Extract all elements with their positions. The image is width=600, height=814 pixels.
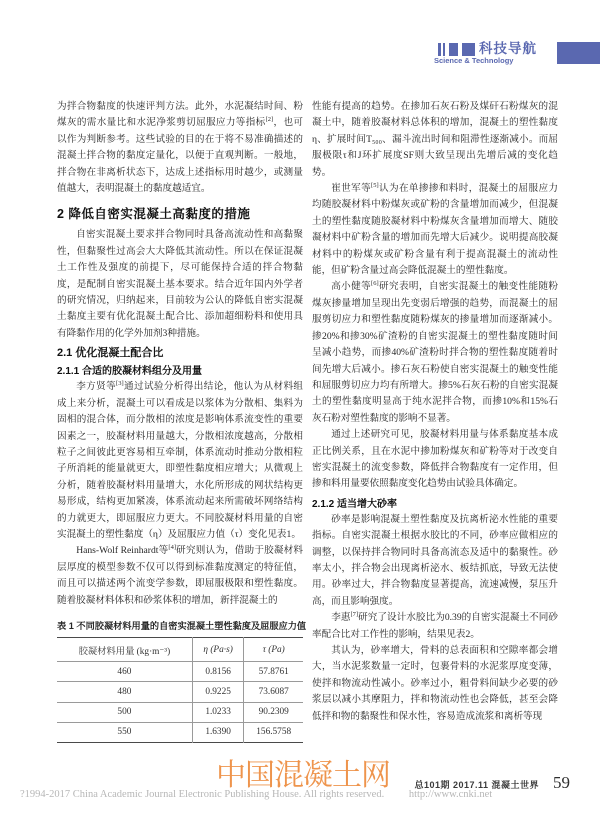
- section-heading-2-1-2: 2.1.2 适当增大砂率: [312, 498, 398, 510]
- banner-title-cn: 科技导航: [479, 41, 537, 56]
- table-cell: 480: [57, 682, 192, 702]
- table-row: [57, 662, 303, 682]
- site-watermark: 中国混凝土网: [216, 759, 390, 792]
- table-cell: 460: [57, 662, 192, 682]
- paragraph: 高小健等[6]研究表明，自密实混凝土的触变性能随粉煤灰掺量增加呈现出先变弱后增强的趋势，而混凝土的屈服剪切应力和塑性黏度随粉煤灰的掺量增加而逐渐减小。掺20%和掺30%矿渣粉的自密实混凝土的塑性黏度随时间呈减小趋势，而掺40%矿渣粉时拌合物的塑性黏度随着时间先增大后减小。掺石灰石粉使自密实混凝土的触变性能和屈服剪切应力均有所增大。掺5%石灰石粉的自密实混凝土的塑性黏度明显高于纯水泥拌合物，而掺10%和15%石灰石粉对塑性黏度的影响不显著。: [312, 280, 558, 424]
- paragraph: 为拌合物黏度的快速评判方法。此外，水泥凝结时间、粉煤灰的需水量比和水泥净浆剪切屈服应力等指标[2]，也可以作为判断参考。这些试验的目的在于将不易准确描述的混凝土拌合物的黏度定量化，以便于直观判断。一般地，拌合物在非离析状态下，达成上述指标用时越少，或测量值越大，表明混凝土的黏度越适宜。: [57, 101, 304, 195]
- table-header-cell: η (Pa·s): [192, 637, 244, 661]
- table-header-cell: 胶凝材料用量 (kg·m⁻³): [57, 637, 192, 661]
- table-cell: 90.2309: [244, 702, 303, 722]
- paragraph: Hans-Wolf Reinhardt等[4]研究则认为，借助于胶凝材料层厚度的模型参数不仅可以得到标准黏度测定的特征值，而且可以描述两个流变学参数，即屈服极限和塑性黏度。随着胶凝材料体积和砂浆体积的增加，新拌混凝土的: [57, 544, 304, 606]
- left-column: [57, 99, 307, 743]
- paragraph: 砂率是影响混凝土塑性黏度及抗离析泌水性能的重要指标。自密实混凝土根据水胶比的不同，砂率应做相应的调整，以保持拌合物同时具备高流态及适中的黏聚性。砂率太小，拌合物会出现离析泌水、板结抓底，导致无法使用。砂率过大，拌合物黏度显著提高，流速减慢，泵压升高，而且影响强度。: [312, 513, 558, 607]
- table-cell: 1.0233: [192, 702, 244, 722]
- section-heading-2-1: 2.1 优化混凝土配合比: [57, 347, 164, 360]
- table-cell: 1.6390: [192, 722, 244, 742]
- paragraph: 自密实混凝土要求拌合物同时具备高流动性和高黏聚性，但黏聚性过高会大大降低其流动性。所以在保证混凝土工作性及强度的前提下，尽可能保持合适的拌合物黏度，是配制自密实混凝土基本要求。结合近年国内外学者的研究情况，归纳起来，目前较为公认的降低自密实混凝土黏度主要有优化混凝土配合比、添加超细粉料和使用具有降黏作用的化学外加剂3种措施。: [57, 229, 303, 339]
- issue-info: 总101期 2017.11 混凝土世界: [414, 780, 539, 790]
- paragraph: 性能有提高的趋势。在掺加石灰石粉及煤矸石粉煤灰的混凝土中，随着胶凝材料总体积的增加，混凝土的塑性黏度η、扩展时间T₅₀₀、漏斗流出时间和阻滞性逐渐减小。而屈服极限τ和J环扩展度SF则大致呈现出先增后减的变化趋势。: [312, 101, 558, 178]
- table-cell: 57.8761: [244, 662, 303, 682]
- right-column: [312, 99, 558, 761]
- table-cell: 0.8156: [192, 662, 244, 682]
- table-row: [57, 702, 303, 722]
- logo-bar-icon: [438, 43, 441, 56]
- table-cell: 500: [57, 702, 192, 722]
- banner-logo: [438, 41, 537, 56]
- table-header-cell: τ (Pa): [244, 637, 303, 661]
- table-cell: 156.5758: [244, 722, 303, 742]
- section-heading-2-1-1: 2.1.1 合适的胶凝材料组分及用量: [57, 366, 203, 378]
- banner-accent-block: [557, 42, 600, 64]
- section-banner: [420, 40, 600, 74]
- logo-square-icon: [462, 43, 475, 56]
- paragraph: 李惠[7]研究了设计水胶比为0.39的自密实混凝土不同砂率配合比对工作性的影响，结果见表2。: [312, 611, 558, 640]
- paragraph: 其认为，砂率增大，骨料的总表面积和空隙率都会增大，当水泥浆数量一定时，包裹骨料的水泥浆厚度变薄，使拌和物流动性减小。砂率过小，粗骨料间缺少必要的砂浆层以减小其摩阻力，拌和物流动性也会降低，甚至会降低拌和物的黏聚性和保水性，容易造成流浆和离析等现: [312, 645, 558, 722]
- table-header-row: [57, 637, 303, 661]
- table1-caption: 表 1 不同胶凝材料用量的自密实混凝土塑性黏度及屈服应力值: [57, 620, 307, 631]
- paragraph: 崔世军等[5]认为在单掺掺和料时，混凝土的屈服应力均随胶凝材料中粉煤灰或矿粉的含量增加而减少，但混凝土的塑性黏度随胶凝材料中粉煤灰含量增加而增大、随胶凝材料中矿粉含量的增加而先增大后减少。说明提高胶凝材料中的粉煤灰或矿粉含量有利于提高混凝土的流动性能，但矿粉含量过高会降低混凝土的塑性黏度。: [312, 181, 558, 277]
- logo-bar-icon: [443, 43, 446, 56]
- banner-title-en: Science & Technology: [434, 56, 514, 65]
- paragraph: 通过上述研究可见，胶凝材料用量与体系黏度基本成正比例关系，且在水泥中掺加粉煤灰和矿粉等对于改变自密实混凝土的流变参数，降低拌合物黏度有一定作用，但掺和料用量要依照黏度变化趋势由试验具体确定。: [312, 429, 558, 490]
- paragraph: 李方贤等[3]通过试验分析得出结论，他认为从材料组成上来分析，混凝土可以看成是以浆体为分散相、集料为固相的混合体，而分散相的浓度是影响体系流变性的重要因素之一，胶凝材料用量越大，分散相浓度越高，分散相粒子之间彼此更容易相互牵制，体系流动时推动分散相粒子所消耗的能量就更大，即塑性黏度相应增大；从微观上分析，随着胶凝材料用量增大，水化所形成的网状结构更易形成，结构更加紧凑，体系流动起来所需破坏网络结构的力就更大，即屈服应力更大。不同胶凝材料用量的自密实混凝土的塑性黏度（η）及屈服应力值（τ）变化见表1。: [57, 380, 304, 540]
- footer-copyright-line: [20, 789, 492, 800]
- logo-square-icon: [449, 43, 458, 56]
- table-cell: 0.9225: [192, 682, 244, 702]
- page-number: 59: [553, 773, 570, 792]
- table1: [57, 637, 303, 743]
- section-heading-2: 2 降低自密实混凝土高黏度的措施: [57, 207, 251, 222]
- table-row: [57, 682, 303, 702]
- cnki-url: http://www.cnki.net: [408, 789, 493, 800]
- copyright-text: ?1994-2017 China Academic Journal Electronic Publishing House. All rights reserved.: [20, 789, 385, 800]
- table-row: [57, 722, 303, 742]
- table-cell: 550: [117, 727, 132, 738]
- table-cell: 73.6087: [244, 682, 303, 702]
